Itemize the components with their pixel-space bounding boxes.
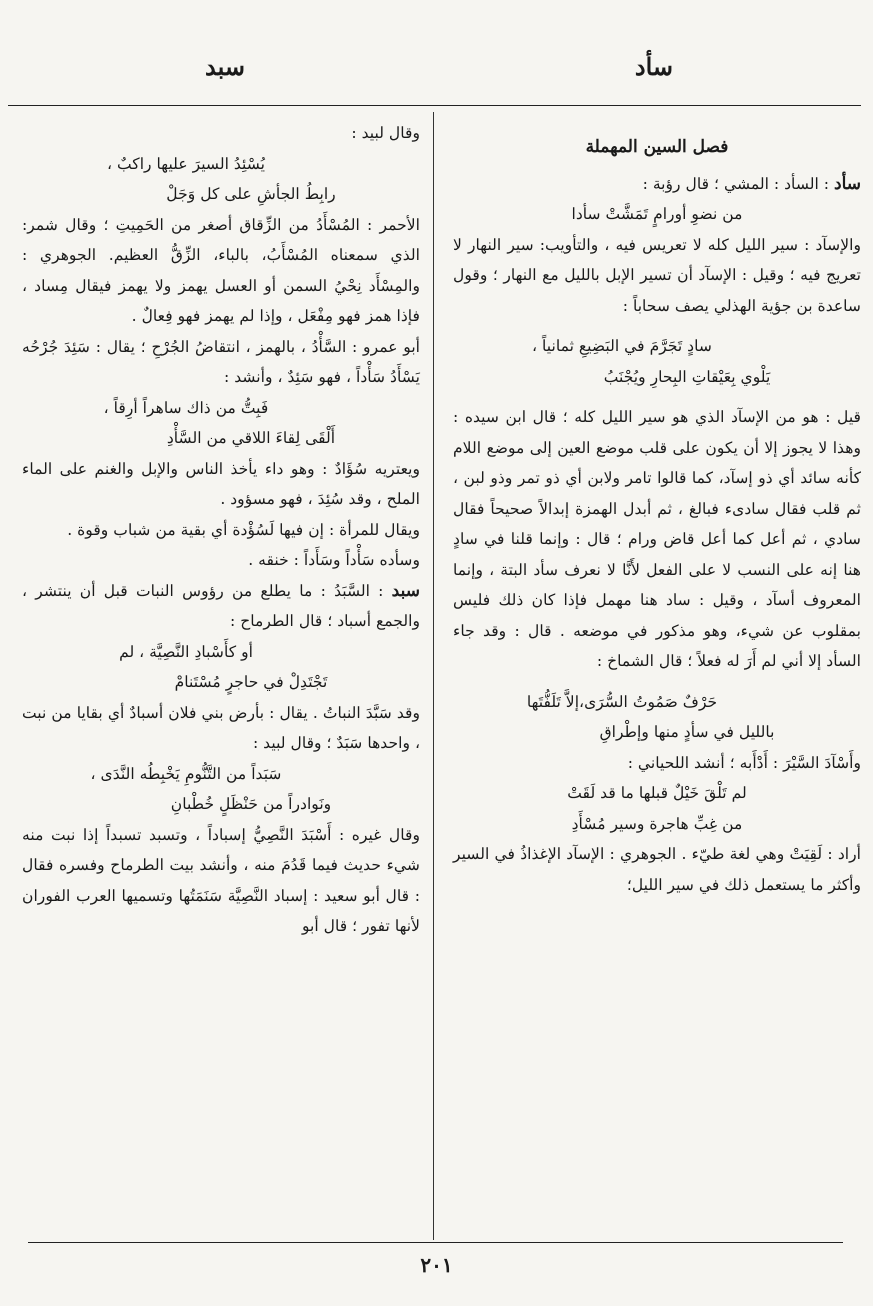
headword-saad: سأد	[834, 173, 861, 194]
paragraph: ويعتريه سُؤَادٌ : وهو داء يأخذ الناس والإبل والغنم على الماء الملح ، وقد سُئِدَ ، فهو مسؤود .	[22, 459, 420, 508]
page-number: ٢٠١	[420, 1253, 453, 1277]
running-header-right: سأد	[634, 52, 673, 81]
paragraph: أبو عمرو : السَّأْدُ ، بالهمز ، انتقاضُ الجُرْحِ ؛ يقال : سَئِدَ جُرْحُه يَسْأَدُ سَأْداً ، فهو سَئِدٌ ، وأنشد :	[22, 337, 420, 386]
headword-sabad: سبد	[391, 580, 420, 601]
paragraph: وأَسْآدَ السَّيْرَ : أَدْأَبه ؛ أنشد اللحياني :	[627, 753, 861, 772]
verse: سادٍ تَجَرَّمَ في البَضِيعِ ثمانياً ،	[532, 337, 712, 355]
verse: يَلْوي بِعَيْقاتِ البِحارِ ويُجْنَبُ	[603, 367, 771, 386]
header-rule	[8, 105, 861, 106]
left-column	[22, 118, 420, 942]
verse: رابِطُ الجأشِ على كل وَجَلْ	[166, 185, 336, 203]
entry-sabad-intro-text: : السَّبَدُ : ما يطلع من رؤوس النبات قبل أن ينتشر ، والجمع أسباد ؛ قال الطرماح :	[22, 581, 420, 630]
running-header-left: سبد	[205, 52, 245, 81]
paragraph: وقال غيره : أَسْبَدَ النَّصِيُّ إسباداً ، وتسبد تسبداً إذا نبت منه شيء حديث فيما قَدُمَ منه ، وأنشد بيت الطرماح وفسره فقال : قال أبو سعيد : إسباد النَّصِيَّة سَنَمَتُها وتسميها العرب الفوران لأنها تفور ؛ قال أبو	[22, 825, 420, 935]
verse: من غِبِّ هاجرة وسير مُسْأَدِ	[571, 814, 743, 833]
verse: بالليل في سأدٍ منها وإطْراقِ	[599, 723, 775, 741]
entry-saad-intro	[453, 169, 861, 200]
right-column	[453, 118, 861, 900]
paragraph: وقد سَبَّدَ النباتُ . يقال : بأرض بني فلان أسبادٌ أي بقايا من نبت ، واحدها سَبَدٌ ؛ وقال لبيد :	[22, 703, 420, 752]
paragraph: الأحمر : المُسْأَدُ من الزِّقاق أصغر من الحَمِيتِ ؛ وقال شمر: الذي سمعناه المُسْأَبُ، بالباء، الزِّقُّ العظيم. الجوهري : والمِسْأَد نِحْيُ السمن أو العسل يهمز ولا يهمز فيقال مِساد ، فإذا همز فهو مِفْعَل ، وإذا لم يهمز فهو فِعالٌ .	[22, 215, 420, 325]
section-heading: فصل السين المهملة	[585, 137, 729, 157]
paragraph: أراد : لَقِيَتْ وهي لغة طيّء . الجوهري : الإسآد الإغذاذُ في السير وأكثر ما يستعمل ذلك في سير الليل؛	[453, 845, 861, 894]
column-divider	[433, 112, 434, 1240]
verse: يُسْئِدُ السيرَ عليها راكبٌ ،	[106, 154, 266, 173]
verse: أو كأَسْبادِ النَّصِيَّة ، لم	[119, 642, 253, 661]
paragraph: وقال لبيد :	[351, 124, 420, 142]
paragraph: وسأده سَأْداً وسَأَداً : خنقه .	[248, 551, 420, 569]
verse: تَجْتَدِلْ في حاجرٍ مُسْتَنامْ	[174, 673, 328, 691]
verse: لم تَلْقَ خَيْلٌ قبلها ما قد لَقَتْ	[567, 784, 747, 802]
verse: سَبَداً من التَّنُّومِ يَخْبِطُه النَّدَى ،	[90, 764, 282, 783]
verse: حَرْفٌ صَمُوتُ السُّرَى،إلاَّ تَلَفُّتَها	[526, 692, 718, 711]
entry-saad-intro-text: : السأد : المشي ؛ قال رؤبة :	[642, 174, 830, 193]
verse: فَبِتُّ من ذاك ساهراً أرِقاً ،	[103, 398, 269, 417]
paragraph: قيل : هو من الإسآد الذي هو سير الليل كله ؛ قال ابن سيده : وهذا لا يجوز إلا أن يكون على قلب موضع العين إلى موضع اللام كأنه سائد أي ذو إسآد، كما قالوا تامر ولابن أي ذو تمر وذو لبن ، ثم قلب فقال سادىء فبالغ ، ثم أبدل الهمزة إبدالاً صحيحاً فقال سادي ، ثم أعل كما أعل قاض ورام ؛ قال : وإنما قلنا في سادٍ هنا إنه على النسب لا على الفعل لأَنَّا لا نعرف سأد البتة ، وإنما المعروف أسآد ، وقيل : ساد هنا مهمل فإذا كان ذلك فليس بمقلوب عن شيء، وهو مذكور في موضعه . قال : وقد جاء السأد إلا أني لم أَرَ له فعلاً ؛ قال الشماخ :	[453, 408, 861, 670]
paragraph: والإسآد : سير الليل كله لا تعريس فيه ، والتأويب: سير النهار لا تعريج فيه ؛ وقيل : الإسآد أن تسير الإبل بالليل مع النهار ؛ وقول ساعدة بن جؤية الهذلي يصف سحاباً :	[453, 235, 861, 315]
verse: أَلْقَى لِقاءَ اللاقي من السَّأْدِ	[166, 429, 336, 447]
verse: من نضوِ أورامٍ تَمَشَّتْ سأدا	[571, 205, 743, 223]
verse: ونَوادراً من حَنْظَلٍ خُطْبانِ	[170, 795, 332, 813]
entry-sabad-intro	[22, 576, 420, 637]
footer-rule	[28, 1242, 843, 1243]
paragraph: ويقال للمرأة : إن فيها لَسُؤْدة أي بقية من شباب وقوة .	[67, 520, 420, 539]
